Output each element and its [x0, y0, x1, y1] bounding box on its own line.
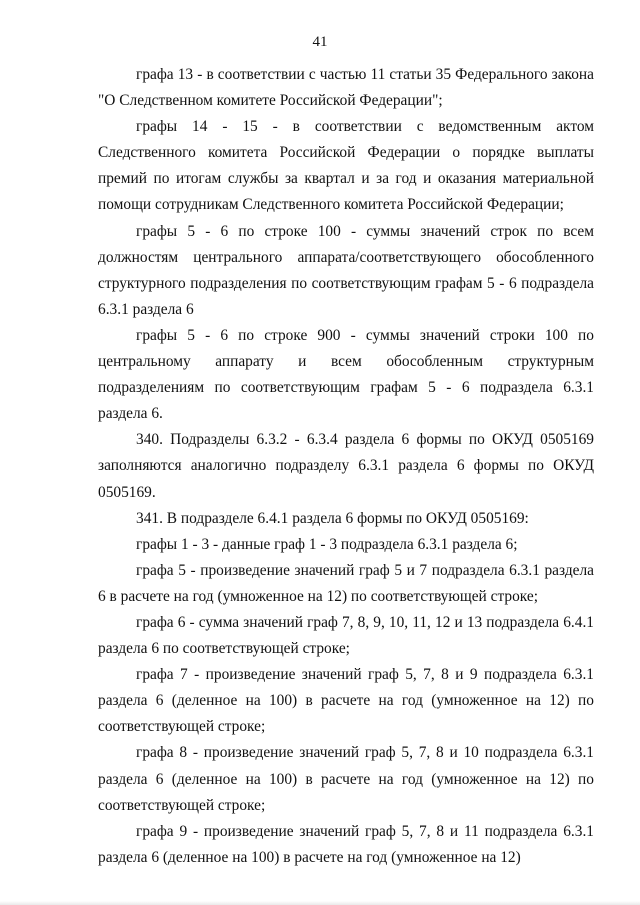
document-body — [98, 62, 594, 871]
paragraph-grafa-7: графа 7 - произведение значений граф 5, 7, 8 и 9 подраздела 6.3.1 раздела 6 (деленное на 100) в расчете на год (умноженное на 12) по соответствующей строке; — [98, 666, 594, 736]
paragraph-grafa-6: графа 6 - сумма значений граф 7, 8, 9, 10, 11, 12 и 13 подраздела 6.4.1 раздела 6 по соответствующей строке; — [98, 613, 594, 658]
paragraph-grafa-8: графа 8 - произведение значений граф 5, 7, 8 и 10 подраздела 6.3.1 раздела 6 (деленное на 100) в расчете на год (умноженное на 12) по соответствующей строке; — [98, 744, 594, 814]
page-number: 41 — [312, 34, 328, 50]
paragraph-341: 341. В подразделе 6.4.1 раздела 6 формы по ОКУД 0505169: — [136, 509, 529, 527]
page-bottom-edge — [0, 901, 640, 905]
paragraph-grafy-5-6-row-900: графы 5 - 6 по строке 900 - суммы значений строки 100 по центральному аппарату и всем обособленным структурным подразделениям по соответствующим графам 5 - 6 подраздела 6.3.1 раздела 6. — [98, 326, 594, 423]
paragraph-grafy-1-3: графы 1 - 3 - данные граф 1 - 3 подраздела 6.3.1 раздела 6; — [136, 535, 518, 553]
paragraph-grafa-13: графа 13 - в соответствии с частью 11 статьи 35 Федерального закона "О Следственном комитете Российской Федерации"; — [98, 66, 594, 110]
paragraph-340: 340. Подразделы 6.3.2 - 6.3.4 раздела 6 формы по ОКУД 0505169 заполняются аналогично подразделу 6.3.1 раздела 6 формы по ОКУД 0505169. — [98, 431, 594, 501]
paragraph-grafy-14-15: графы 14 - 15 - в соответствии с ведомственным актом Следственного комитета Российской Федерации о порядке выплаты премий по итогам службы за квартал и за год и оказания материальной помощи сотрудникам Следственного комитета Российской Федерации; — [98, 118, 594, 214]
paragraph-grafa-9: графа 9 - произведение значений граф 5, 7, 8 и 11 подраздела 6.3.1 раздела 6 (деленное на 100) в расчете на год (умноженное на 12) — [98, 822, 594, 866]
paragraph-grafy-5-6-row-100: графы 5 - 6 по строке 100 - суммы значений строк по всем должностям центрального аппарата/соответствующего обособленного структурного подразделения по соответствующим графам 5 - 6 подраздела 6.3.1 раздела 6 — [98, 222, 594, 318]
paragraph-grafa-5: графа 5 - произведение значений граф 5 и 7 подраздела 6.3.1 раздела 6 в расчете на год (умноженное на 12) по соответствующей строке; — [98, 561, 594, 605]
